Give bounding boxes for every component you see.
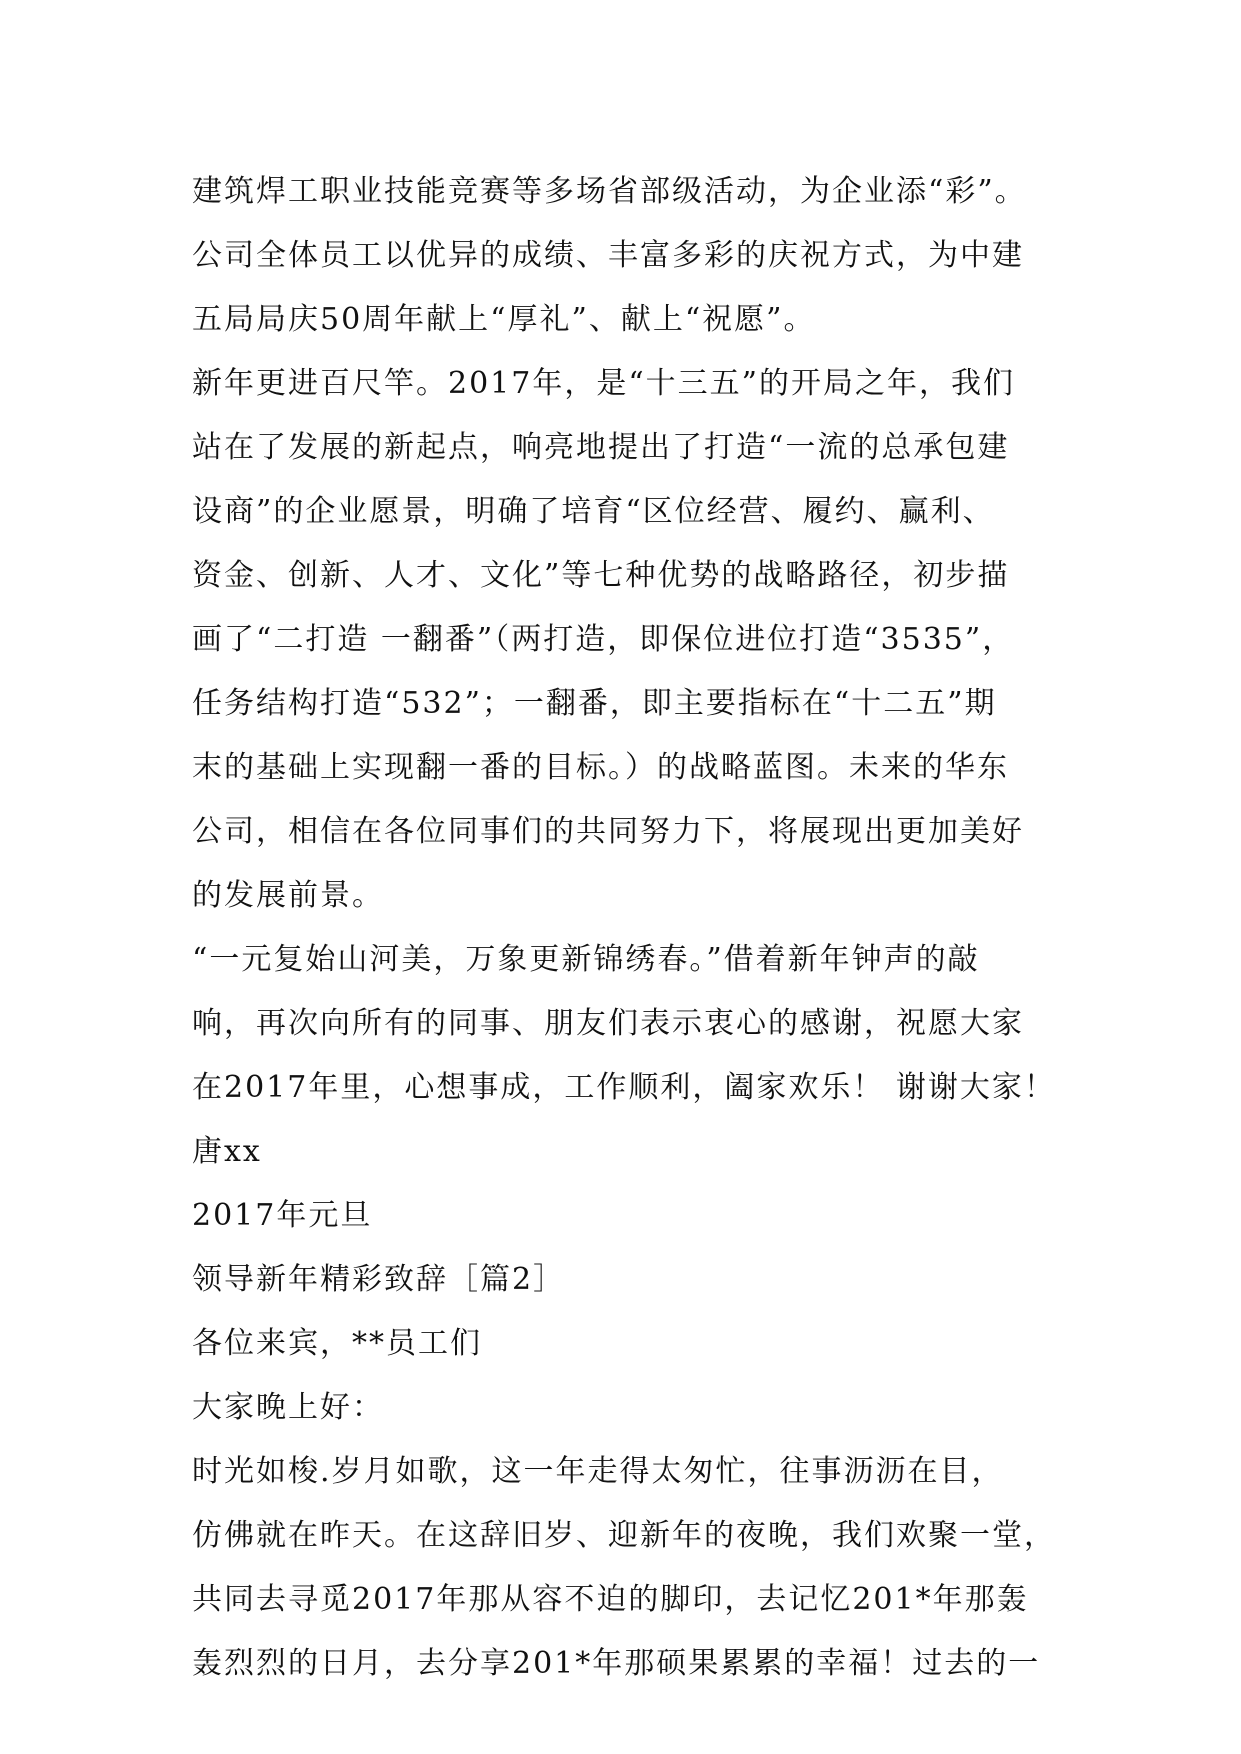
- text-line: 建筑焊工职业技能竞赛等多场省部级活动，为企业添“彩”。: [192, 174, 1027, 209]
- text-line: “一元复始山河美，万象更新锦绣春。”借着新年钟声的敲: [192, 942, 980, 977]
- text-line: 时光如梭.岁月如歌，这一年走得太匆忙，往事沥沥在目，: [192, 1454, 1004, 1489]
- text-line: 公司，相信在各位同事们的共同努力下，将展现出更加美好: [192, 814, 1024, 849]
- text-line: 在2017年里，心想事成，工作顺利，阖家欢乐！ 谢谢大家！: [192, 1070, 1056, 1105]
- text-line: 新年更进百尺竿。2017年，是“十三五”的开局之年，我们: [192, 366, 1016, 401]
- text-line: 的发展前景。: [192, 878, 384, 913]
- text-line: 设商”的企业愿景，明确了培育“区位经营、履约、赢利、: [192, 494, 995, 529]
- text-line: 公司全体员工以优异的成绩、丰富多彩的庆祝方式，为中建: [192, 238, 1024, 273]
- section-title: 领导新年精彩致辞［篇2］: [192, 1262, 566, 1297]
- text-line: 任务结构打造“532”；一翻番，即主要指标在“十二五”期: [192, 686, 997, 721]
- signature-name: 唐xx: [192, 1134, 262, 1169]
- text-line: 共同去寻觅2017年那从容不迫的脚印，去记忆201*年那轰: [192, 1582, 1029, 1617]
- text-line: 末的基础上实现翻一番的目标。）的战略蓝图。未来的华东: [192, 750, 1009, 785]
- salutation-line: 各位来宾，**员工们: [192, 1326, 482, 1361]
- text-line: 五局局庆50周年献上“厚礼”、献上“祝愿”。: [192, 302, 816, 337]
- text-line: 仿佛就在昨天。在这辞旧岁、迎新年的夜晚，我们欢聚一堂，: [192, 1518, 1056, 1553]
- greeting-line: 大家晚上好：: [192, 1390, 384, 1425]
- document-body: [192, 160, 1082, 1696]
- text-line: 画了“二打造 一翻番”（两打造，即保位进位打造“3535”，: [192, 622, 1015, 657]
- signature-date: 2017年元旦: [192, 1198, 373, 1233]
- text-line: 资金、创新、人才、文化”等七种优势的战略路径，初步描: [192, 558, 1010, 593]
- text-line: 站在了发展的新起点，响亮地提出了打造“一流的总承包建: [192, 430, 1010, 465]
- text-line: 轰烈烈的日月，去分享201*年那硕果累累的幸福！过去的一: [192, 1646, 1041, 1681]
- text-line: 响，再次向所有的同事、朋友们表示衷心的感谢，祝愿大家: [192, 1006, 1024, 1041]
